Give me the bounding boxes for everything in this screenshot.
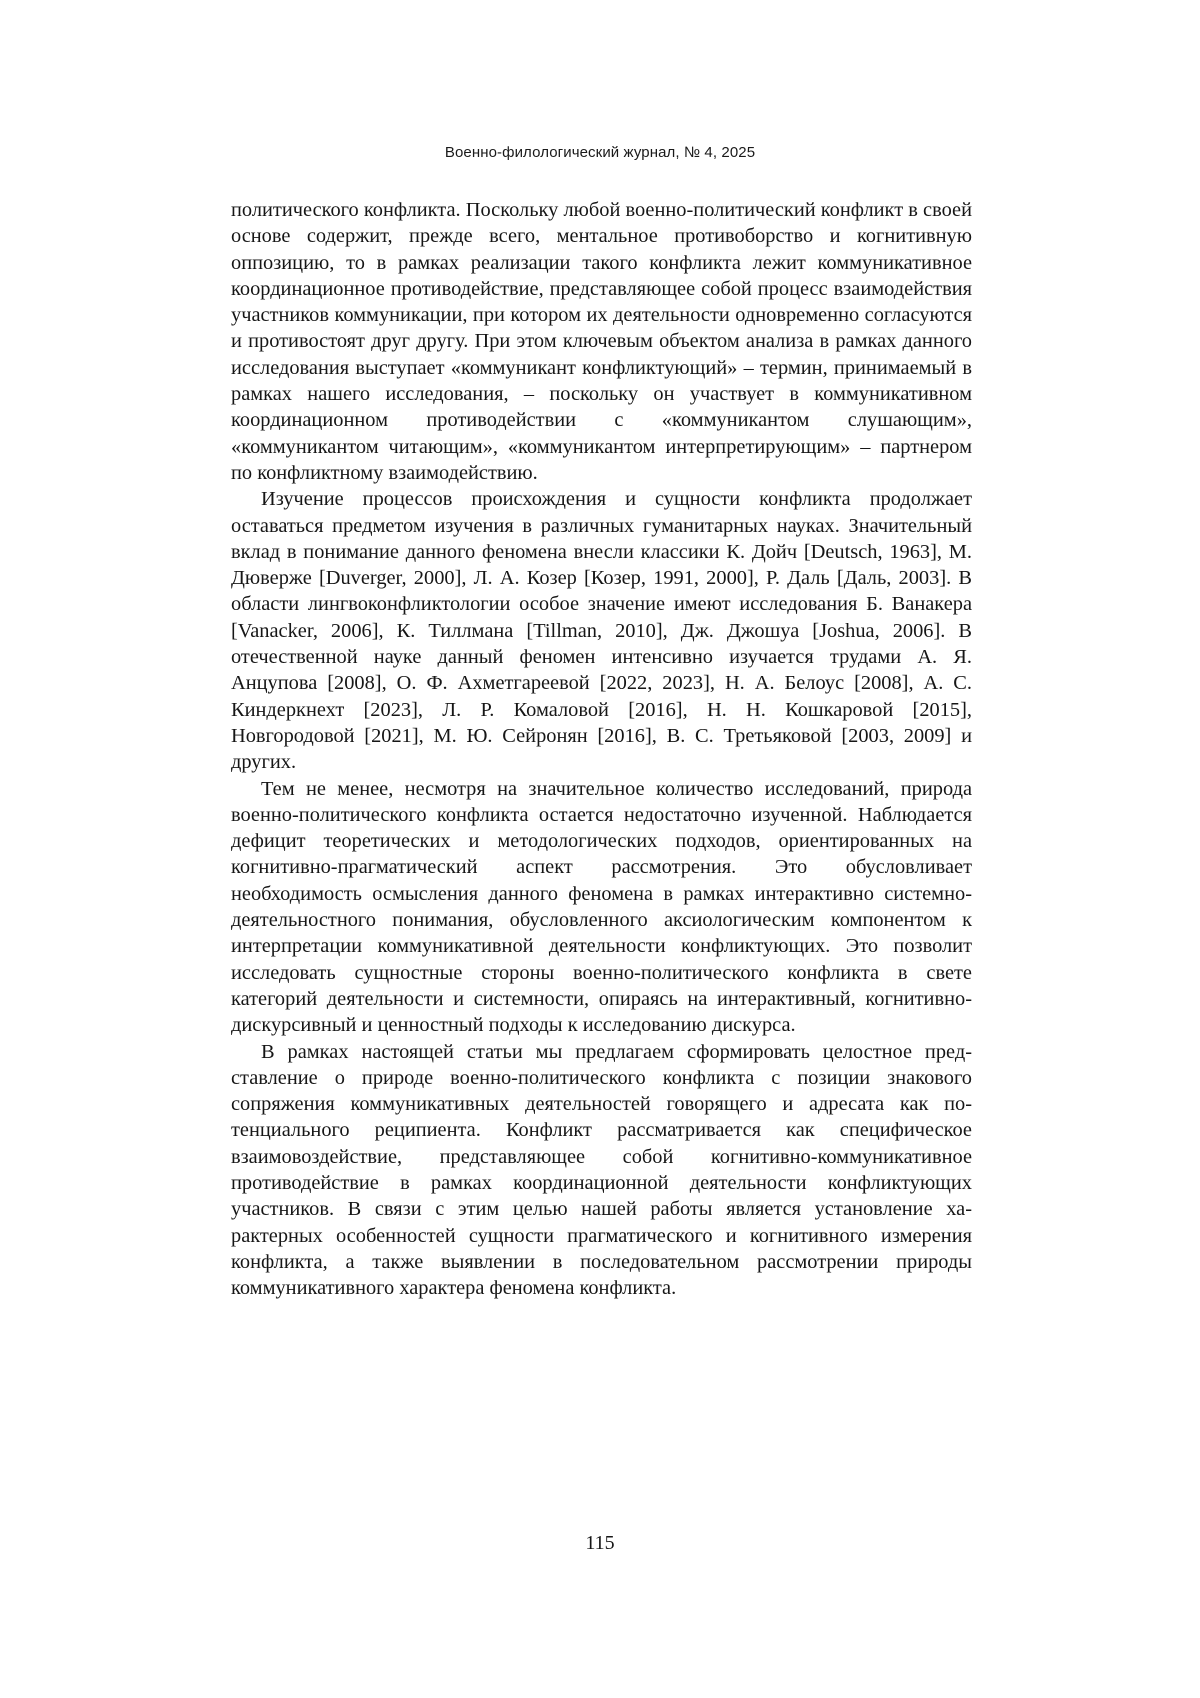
- page-number: 115: [585, 1532, 615, 1554]
- paragraph: В рамках настоящей статьи мы предлагаем сформировать целостное представление о природе военно-политического конфликта с позиции знакового сопряжения коммуникативных деятельностей говорящего и адресата как потенциального реципиента. Конфликт рассматривается как специфическое взаимовоздействие, представляющее собой когнитивно-коммуникативное противодействие в рамках координационной деятельности конфликтующих участников. В связи с этим целью нашей работы является установление характерных особенностей сущности прагматического и когнитивного измерения конфликта, а также выявлении в последовательном рассмотрении природы коммуникативного характера феномена конфликта.: [231, 1040, 972, 1300]
- paragraph: Изучение процессов происхождения и сущности конфликта продолжает оставаться предметом изучения в различных гуманитарных науках. Значительный вклад в понимание данного феномена внесли классики К. Дойч [Deutsch, 1963], М. Дюверже [Duverger, 2000], Л. А. Козер [Козер, 1991, 2000], Р. Даль [Даль, 2003]. В области лингвоконфликтологии особое значение имеют исследования Б. Ванакера [Vanacker, 2006], К. Тиллмана [Tillman, 2010], Дж. Джошуа [Joshua, 2006]. В отечественной науке данный феномен интенсивно изучается трудами А. Я. Анцупова [2008], О. Ф. Ахметгареевой [2022, 2023], Н. А. Белоус [2008], А. С. Киндеркнехт [2023], Л. Р. Комаловой [2016], Н. Н. Кошкаровой [2015], Новгородовой [2021], М. Ю. Сейронян [2016], В. С. Третьяковой [2003, 2009] и других.: [231, 488, 972, 774]
- article-body: [231, 197, 972, 1301]
- paragraph: Тем не менее, несмотря на значительное количество исследований, природа военно-политического конфликта остается недостаточно изученной. Наблюдается дефицит теоретических и методологических подходов, ориентированных на когнитивно-прагматический аспект рассмотрения. Это обусловливает необходимость осмысления данного феномена в рамках интерактивно системно-деятельностного понимания, обусловленного аксиологическим компонентом к интерпретации коммуникативной деятельности конфликтующих. Это позволит исследовать сущностные стороны военно-политического конфликта в свете категорий деятельности и системности, опираясь на интерактивный, когнитивно-дискурсивный и ценностный подходы к исследованию дискурса.: [231, 777, 972, 1037]
- paragraph-continued: политического конфликта. Поскольку любой военно-политический конфликт в своей основе содержит, прежде всего, ментальное противоборство и когнитивную оппозицию, то в рамках реализации такого конфликта лежит коммуникативное координационное противодействие, представляющее собой процесс взаимодействия участников коммуникации, при котором их деятельности одновременно согласуются и противостоят друг другу. При этом ключевым объектом анализа в рамках данного исследования выступает «коммуникант конфликтующий» – термин, принимаемый в рамках нашего исследования, – поскольку он участвует в коммуникативном координационном противодействии с «коммуникантом слушающим», «коммуникантом читающим», «коммуникантом интерпретирующим» – партнером по конфликтному взаимодействию.: [231, 199, 972, 484]
- running-header: Военно-филологический журнал, № 4, 2025: [444, 144, 756, 161]
